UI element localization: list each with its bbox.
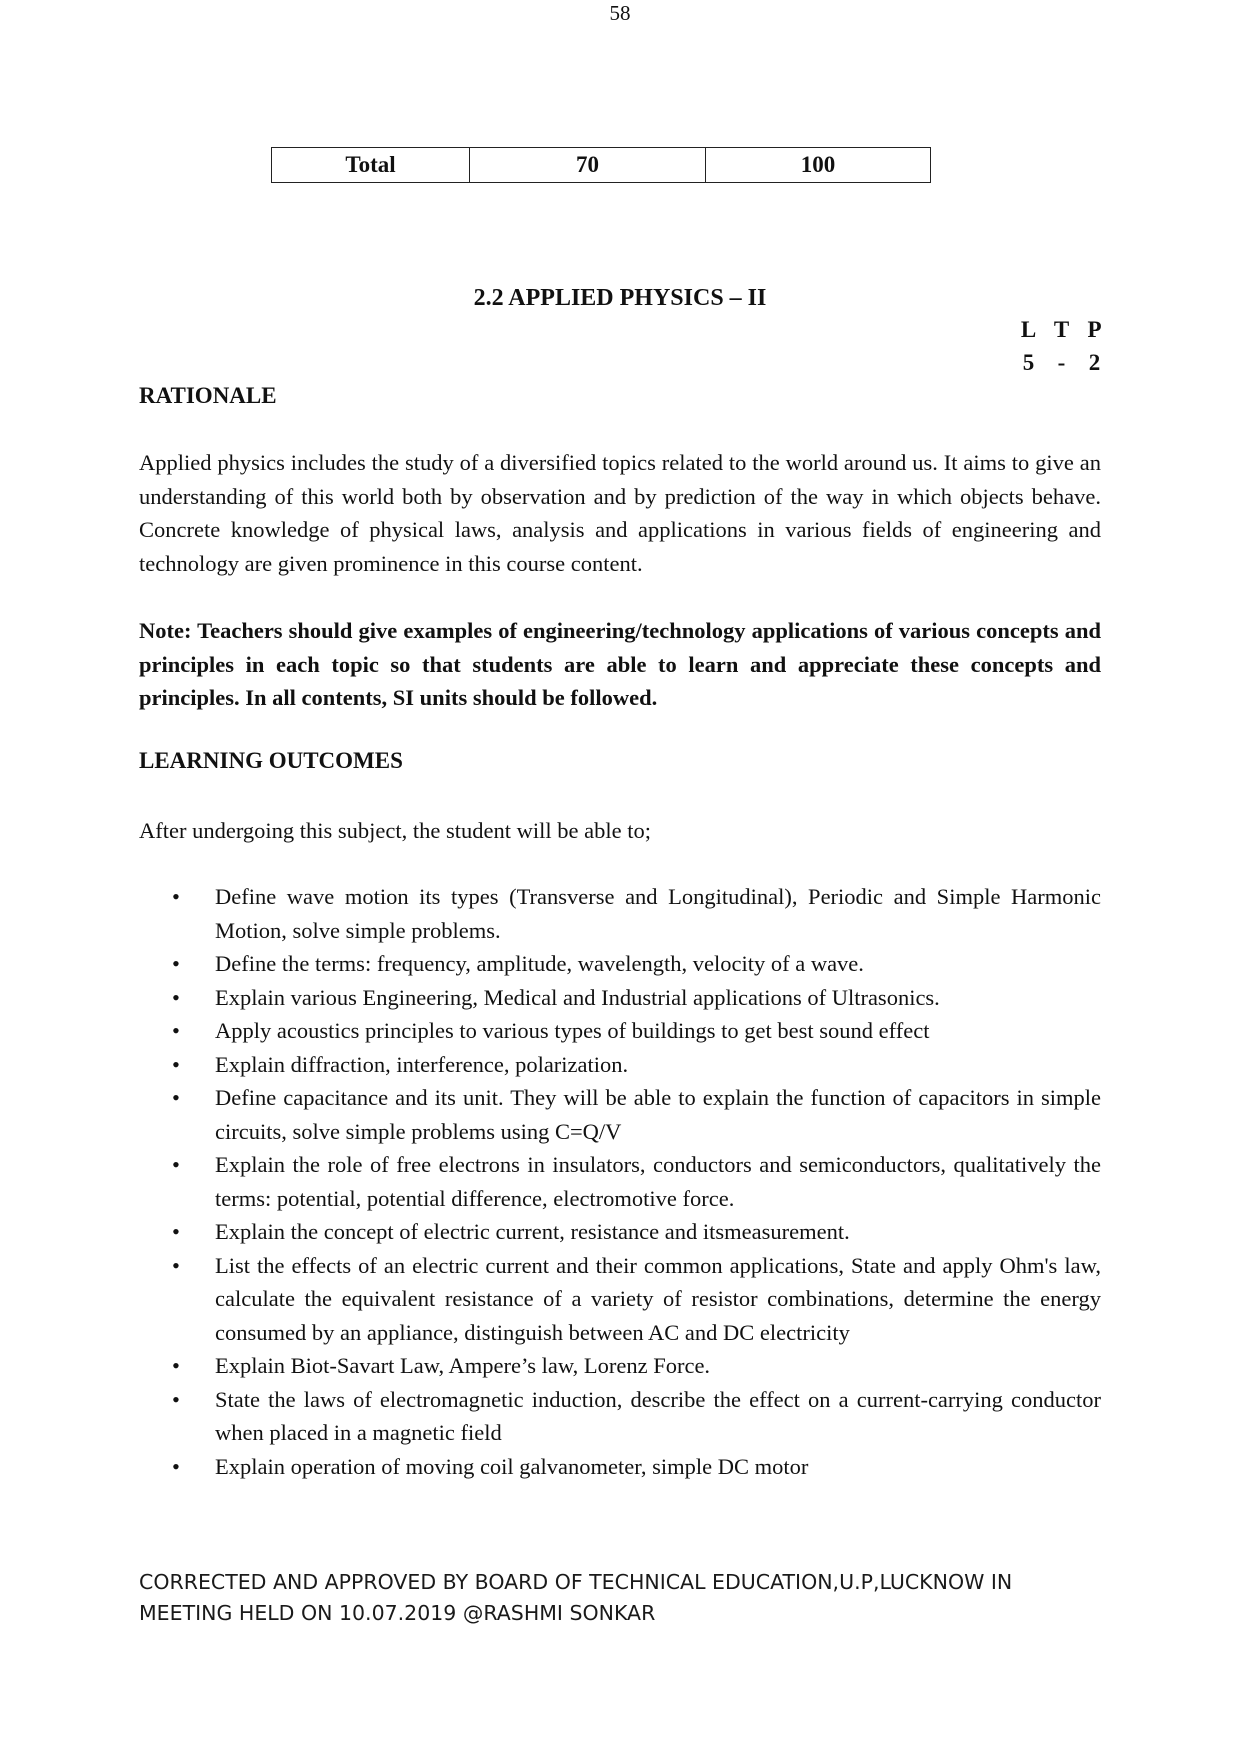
list-item (139, 1249, 1101, 1350)
bullet-icon: • (172, 1051, 180, 1077)
bullet-icon: • (172, 1353, 180, 1378)
list-item (139, 947, 1101, 981)
page-number: 58 (609, 1, 631, 25)
bullet-icon: • (172, 1386, 180, 1412)
bullet-icon: • (172, 951, 180, 976)
list-item-text: Apply acoustics principles to various types of buildings to get best sound effect (215, 1018, 930, 1043)
bullet-icon: • (172, 1085, 180, 1110)
list-item (139, 1383, 1101, 1450)
ltp-p-value: 2 (1088, 350, 1101, 375)
list-item-text: Define capacitance and its unit. They will be able to explain the function of capacitors in simple circuits, solve simple problems using C=Q/V (215, 1085, 1101, 1144)
bullet-icon: • (172, 1152, 180, 1177)
list-item-text: Explain the role of free electrons in insulators, conductors and semiconductors, qualitatively the terms: potential, potential difference, electromotive force. (215, 1152, 1101, 1211)
note-paragraph: Note: Teachers should give examples of engineering/technology applications of various concepts and principles in each topic so that students are able to learn and appreciate these concepts and principles. In all contents, SI units should be followed. (139, 618, 1101, 710)
list-item-text: Explain Biot-Savart Law, Ampere’s law, Lorenz Force. (215, 1353, 711, 1378)
bullet-icon: • (172, 984, 180, 1010)
list-item-text: Define the terms: frequency, amplitude, wavelength, velocity of a wave. (215, 951, 864, 976)
total-label-cell: Total (272, 148, 470, 183)
list-item-text: State the laws of electromagnetic induction, describe the effect on a current-carrying conductor when placed in a magnetic field (215, 1386, 1101, 1445)
course-title: 2.2 APPLIED PHYSICS – II (473, 285, 767, 311)
list-item (139, 1148, 1101, 1215)
list-item-text: Explain operation of moving coil galvanometer, simple DC motor (215, 1453, 809, 1479)
bullet-icon: • (172, 1018, 180, 1043)
total-value-cell: 70 (470, 148, 706, 183)
list-item (139, 1048, 1101, 1082)
ltp-t-label: T (1053, 317, 1070, 342)
bullet-icon: • (172, 884, 180, 909)
ltp-l-value: 5 (1022, 350, 1035, 375)
list-item-text: Explain diffraction, interference, polarization. (215, 1051, 629, 1077)
list-item-text: Explain various Engineering, Medical and Industrial applications of Ultrasonics. (215, 984, 940, 1010)
list-item (139, 1081, 1101, 1148)
ltp-t-value: - (1057, 350, 1066, 375)
list-item (139, 1014, 1101, 1048)
footer-line: MEETING HELD ON 10.07.2019 @RASHMI SONKAR (139, 1601, 656, 1625)
rationale-heading: RATIONALE (139, 383, 277, 408)
ltp-header (1012, 316, 1111, 344)
learning-outcomes-heading: LEARNING OUTCOMES (139, 748, 403, 773)
ltp-values (1012, 349, 1111, 377)
list-item-text: Define wave motion its types (Transverse and Longitudinal), Periodic and Simple Harmonic Motion, solve simple problems. (215, 884, 1101, 943)
bullet-icon: • (172, 1219, 180, 1244)
bullet-icon: • (172, 1453, 180, 1479)
footer (139, 1567, 1139, 1629)
learning-outcomes-intro: After undergoing this subject, the student will be able to; (139, 818, 651, 843)
list-item (139, 981, 1101, 1015)
list-item (139, 1450, 1101, 1484)
list-item-text: Explain the concept of electric current, resistance and itsmeasurement. (215, 1219, 850, 1244)
ltp-p-label: P (1087, 317, 1102, 342)
rationale-paragraph: Applied physics includes the study of a diversified topics related to the world around us. It aims to give an understanding of this world both by observation and by prediction of the way in which objects behave. Concrete knowledge of physical laws, analysis and applications in various fields of engineering and technology are given prominence in this course content. (139, 450, 1101, 576)
learning-outcomes-list (139, 880, 1101, 1483)
footer-line: CORRECTED AND APPROVED BY BOARD OF TECHNICAL EDUCATION,U.P,LUCKNOW IN (139, 1570, 1013, 1594)
total-table (271, 147, 931, 183)
list-item (139, 1215, 1101, 1249)
list-item-text: List the effects of an electric current and their common applications, State and apply Ohm's law, calculate the equivalent resistance of a variety of resistor combinations, determine the energy consumed by an appliance, distinguish between AC and DC electricity (215, 1252, 1101, 1345)
total-row (272, 148, 931, 183)
bullet-icon: • (172, 1252, 180, 1278)
total-value-cell: 100 (706, 148, 931, 183)
list-item (139, 1349, 1101, 1383)
list-item (139, 880, 1101, 947)
ltp-l-label: L (1020, 317, 1037, 342)
